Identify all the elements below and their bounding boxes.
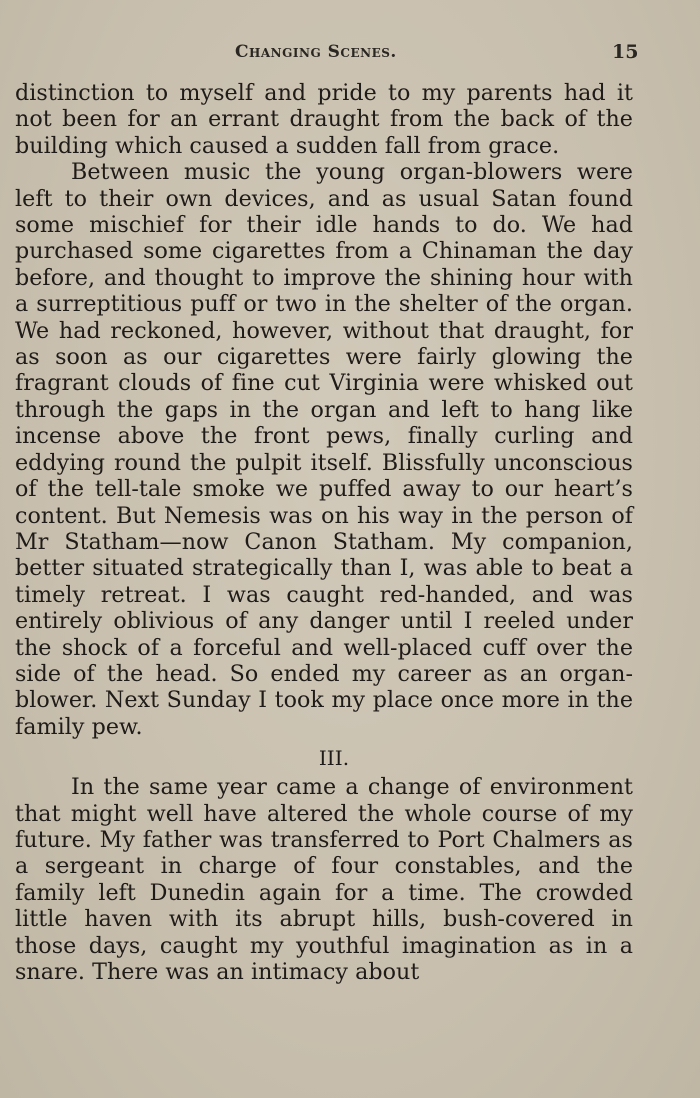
- page-header: [0, 40, 700, 68]
- page-number: 15: [612, 41, 639, 63]
- section-number: III.: [318, 746, 350, 771]
- body-text: [15, 80, 633, 985]
- running-head: Changing Scenes.: [235, 42, 397, 62]
- paragraph-port-chalmers: In the same year came a change of environment that might well have altered the whole course of my future. My father was transferred to Port Chalmers as a sergeant in charge of four constables, and the family left Dunedin again for a time. The crowded little haven with its abrupt hills, bush-covered in those days, caught my youthful imagination as in a snare. There was an intimacy about: [15, 774, 633, 985]
- paragraph-continuation: distinction to myself and pride to my parents had it not been for an errant draught from the back of the building which caused a sudden fall from grace.: [15, 80, 633, 159]
- paragraph-organ-blowers: Between music the young organ-blowers were left to their own devices, and as usual Satan found some mischief for their idle hands to do. We had purchased some cigarettes from a Chinaman the day before, and thought to improve the shining hour with a surreptitious puff or two in the shelter of the organ. We had reckoned, however, without that draught, for as soon as our cigarettes were fairly glowing the fragrant clouds of fine cut Virginia were whisked out through the gaps in the organ and left to hang like incense above the front pews, finally curling and eddying round the pulpit itself. Blissfully unconscious of the tell-tale smoke we puffed away to our heart’s content. But Nemesis was on his way in the person of Mr Statham—now Canon Statham. My companion, better situated strategically than I, was able to beat a timely retreat. I was caught red-handed, and was entirely oblivious of any danger until I reeled under the shock of a forceful and well-placed cuff over the side of the head. So ended my career as an organ-blower. Next Sunday I took my place once more in the family pew.: [15, 159, 633, 740]
